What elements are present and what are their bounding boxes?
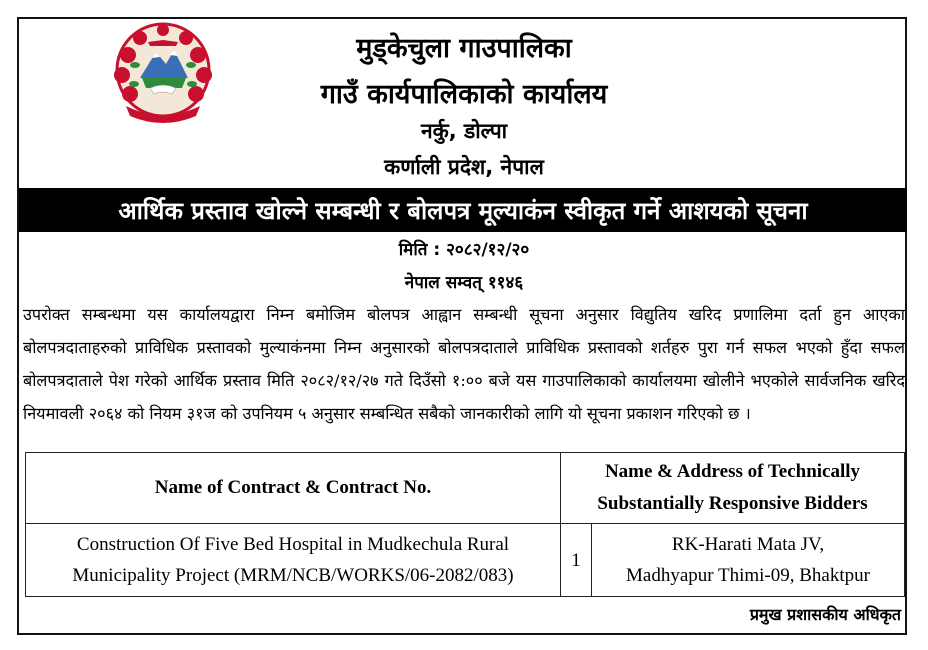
bidder-name: RK-Harati Mata JV, <box>671 534 825 555</box>
date-line <box>0 237 928 260</box>
table-row <box>26 524 905 597</box>
date-label: मिति : <box>398 240 447 260</box>
office-province: कर्णाली प्रदेश, नेपाल <box>384 155 544 179</box>
bidders-column-header <box>561 453 905 524</box>
bidders-header-line-1: Name & Address of Technically <box>604 461 861 482</box>
bidders-table <box>25 452 905 597</box>
bidder-address: Madhyapur Thimi-09, Bhaktpur <box>626 565 870 586</box>
contract-cell <box>26 524 561 597</box>
serial-number-cell: 1 <box>561 524 592 597</box>
bidder-cell <box>592 524 905 597</box>
bidders-header-line-2: Substantially Responsive Bidders <box>597 493 868 514</box>
contract-column-header: Name of Contract & Contract No. <box>26 453 561 524</box>
notice-title-banner <box>19 188 907 232</box>
notice-body-paragraph: उपरोक्त सम्बन्धमा यस कार्यालयद्वारा निम्न बमोजिम बोलपत्र आह्वान सम्बन्धी सूचना अनुसार विद्युतिय खरिद प्रणालिमा दर्ता हुन आएका बोलपत्रदाताहरुको प्राविधिक प्रस्तावको मुल्याकंनमा निम्न अनुसारको बोलपत्रदाताले प्राविधिक प्रस्तावको शर्तहरु पुरा गर्न सफल भएको हुँदा सफल बोलपत्रदाताले पेश गरेको आर्थिक प्रस्ताव मिति २०८२/१२/२७ गते दिउँसो १:०० बजे यस गाउपालिकाको कार्यालयमा खोलीने भएकोले सार्वजनिक खरिद नियमावली २०६४ को नियम ३१ज को उपनियम ५ अनुसार सम्बन्धित सबैको जानकारीको लागि यो सूचना प्रकाशन गरिएको छ । <box>23 305 905 423</box>
office-address: नर्कु, डोल्पा <box>420 119 508 143</box>
contract-name-line-1: Construction Of Five Bed Hospital in Mudkechula Rural <box>76 534 510 555</box>
signature-designation: प्रमुख प्रशासकीय अधिकृत <box>749 605 901 624</box>
office-name: मुड्केचुला गाउपालिका <box>356 33 572 64</box>
office-subtitle: गाउँ कार्यपालिकाको कार्यालय <box>320 79 608 110</box>
contract-name-line-2: Municipality Project (MRM/NCB/WORKS/06-2082/083) <box>72 565 514 586</box>
notice-title: आर्थिक प्रस्ताव खोल्ने सम्बन्धी र बोलपत्र मूल्याकंन स्वीकृत गर्ने आशयको सूचना <box>118 196 808 225</box>
table-header-row <box>26 453 905 524</box>
date-value: २०८२/१२/२० <box>446 240 530 260</box>
nepal-samvat-date: नेपाल सम्वत् ११४६ <box>404 273 524 293</box>
